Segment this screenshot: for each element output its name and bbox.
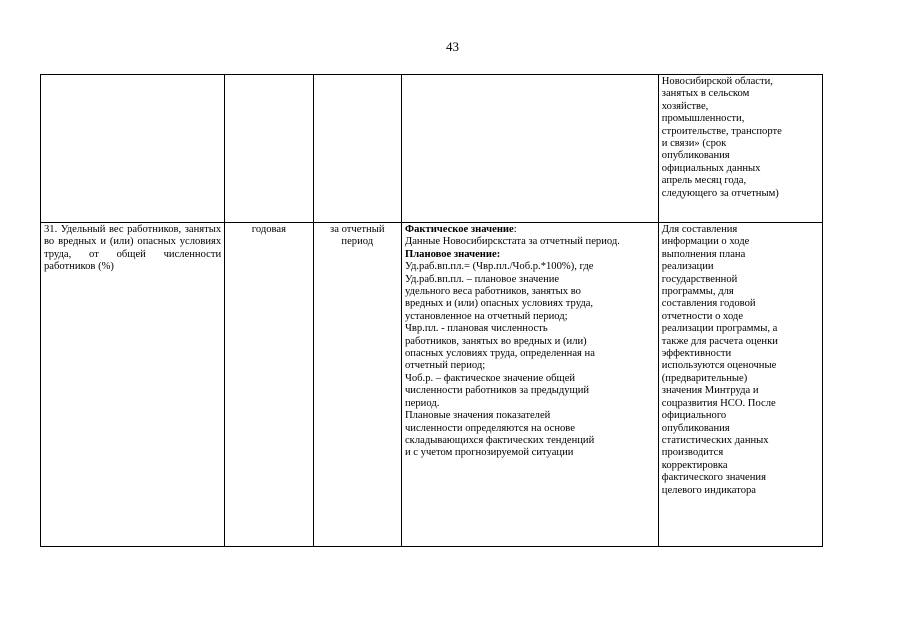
- text-line: период.: [404, 397, 440, 409]
- cell-indicator-empty: [41, 75, 225, 223]
- cell-period-empty: [313, 75, 401, 223]
- text-line: Уд.раб.вп.пл.= (Чвр.пл./Чоб.р.*100%), где: [404, 261, 594, 273]
- text-line: Новосибирской области,: [661, 76, 773, 87]
- text-line: удельного веса работников, занятых во: [404, 286, 581, 298]
- text-line: численности работников за предыдущий: [404, 385, 590, 397]
- text-line: программы, для: [661, 286, 734, 298]
- text-line: производится: [661, 447, 724, 459]
- text-line: статистических данных: [661, 434, 769, 446]
- text-line: официального: [661, 410, 727, 422]
- table-row: [41, 75, 823, 223]
- cell-periodicity-empty: [225, 75, 313, 223]
- actual-value-label: Фактическое значение: [404, 224, 514, 235]
- text-line: опубликования: [661, 422, 730, 434]
- text-line: также для расчета оценки: [661, 335, 778, 347]
- text-line: апрель месяц года,: [661, 175, 747, 187]
- text-line: государственной: [661, 273, 738, 285]
- period-value: [317, 224, 398, 249]
- actual-value-text: Данные Новосибирскстата за отчетный период.: [404, 236, 620, 248]
- text-line: работников, занятых во вредных и (или): [404, 335, 587, 347]
- cell-indicator: [41, 223, 225, 547]
- cell-periodicity: [225, 223, 313, 547]
- text-line: Плановые значения показателей: [404, 410, 551, 422]
- text-line: и с учетом прогнозируемой ситуации: [404, 447, 574, 459]
- text-line: занятых в сельском: [661, 88, 750, 100]
- planned-value-label: Плановое значение:: [404, 248, 501, 260]
- text-line: опубликования: [661, 150, 730, 162]
- source-continuation-text: [662, 76, 819, 200]
- text-line: промышленности,: [661, 113, 745, 125]
- text-line: Уд.раб.вп.пл. – плановое значение: [404, 273, 560, 285]
- text-line: целевого индикатора: [661, 484, 756, 496]
- text-line: реализации: [661, 261, 714, 273]
- text-line: отчетный период;: [404, 360, 486, 372]
- text-line: реализации программы, а: [661, 323, 778, 335]
- planned-value-description: [405, 261, 655, 460]
- text-line: выполнения плана: [661, 248, 746, 260]
- text-line: соцразвития НСО. После: [661, 397, 776, 409]
- text-line: и связи» (срок: [661, 138, 727, 150]
- text-line: эффективности: [661, 348, 732, 360]
- text-line: установленное на отчетный период;: [404, 310, 568, 322]
- text-line: значения Минтруда и: [661, 385, 759, 397]
- actual-value-colon: :: [513, 224, 517, 235]
- text-line: информации о ходе: [661, 236, 750, 248]
- cell-source-continuation: [658, 75, 822, 223]
- cell-period: [313, 223, 401, 547]
- text-line: используются оценочные: [661, 360, 777, 372]
- text-line: строительстве, транспорте: [661, 125, 782, 137]
- text-line: Для составления: [661, 224, 738, 235]
- text-line: период: [341, 236, 374, 248]
- text-line: (предварительные): [661, 372, 748, 384]
- text-line: численности определяются на основе: [404, 422, 575, 434]
- cell-method-empty: [401, 75, 658, 223]
- cell-method: [401, 223, 658, 547]
- text-line: составления годовой: [661, 298, 756, 310]
- text-line: корректировка: [661, 459, 728, 471]
- source-description: [662, 224, 819, 497]
- periodicity-value: годовая: [251, 224, 286, 235]
- text-line: опасных условиях труда, определенная на: [404, 348, 595, 360]
- text-line: отчетности о ходе: [661, 310, 744, 322]
- page-number: 43: [446, 39, 459, 54]
- indicator-name: 31. Удельный вес работников, занятых во вредных и (или) опасных условиях труда, от общей численности работников (%): [44, 224, 222, 273]
- text-line: складывающихся фактических тенденций: [404, 434, 595, 446]
- cell-source: [658, 223, 822, 547]
- text-line: Чвр.пл. - плановая численность: [404, 323, 548, 335]
- text-line: хозяйстве,: [661, 100, 709, 112]
- table-row: [41, 223, 823, 547]
- text-line: Чоб.р. – фактическое значение общей: [404, 372, 576, 384]
- text-line: следующего за отчетным): [661, 187, 779, 199]
- text-line: вредных и (или) опасных условиях труда,: [404, 298, 594, 310]
- text-line: официальных данных: [661, 162, 761, 174]
- indicator-table: [40, 74, 823, 547]
- text-line: фактического значения: [661, 472, 766, 484]
- text-line: за отчетный: [330, 224, 385, 235]
